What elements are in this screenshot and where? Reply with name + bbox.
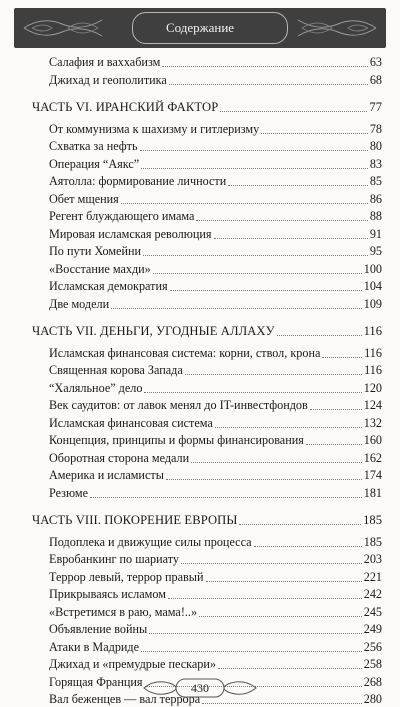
toc-entry: [32, 121, 382, 137]
toc-entry-title: От коммунизма к шахизму и гитлеризму: [49, 121, 260, 136]
toc-entry-page: 120: [363, 380, 382, 395]
toc-leader-dots: [162, 66, 368, 67]
toc-entry: [32, 604, 382, 620]
toc-entry-page: 77: [369, 100, 382, 114]
toc-entry-page: 203: [363, 552, 382, 566]
toc-entry-page: 83: [369, 156, 382, 171]
toc-entry-title: ЧАСТЬ VII. ДЕНЬГИ, УГОДНЫЕ АЛЛАХУ: [32, 324, 275, 338]
toc-entry: [32, 156, 382, 172]
toc-entry: [32, 208, 382, 224]
toc-entry-page: 116: [364, 363, 382, 377]
toc-leader-dots: [143, 255, 368, 256]
toc-leader-dots: [168, 598, 362, 599]
toc-entry-page: 181: [363, 485, 382, 500]
toc-leader-dots: [191, 462, 362, 463]
toc-entry-page: 185: [363, 513, 382, 527]
toc-leader-dots: [141, 168, 368, 169]
toc-entry-title: ЧАСТЬ VIII. ПОКОРЕНИЕ ЕВРОПЫ: [32, 513, 238, 527]
toc-entry: [32, 72, 382, 88]
toc-entry: [32, 621, 382, 637]
toc-entry-title: Горящая Франция: [49, 674, 143, 689]
toc-entry: [32, 432, 382, 448]
toc-entry: [32, 551, 382, 567]
toc-entry-page: 280: [363, 692, 382, 706]
toc-entry-title: Век саудитов: от лавок менял до IT-инвестфондов: [49, 398, 308, 412]
toc-entry-title: «Восстание махди»: [49, 261, 151, 276]
toc-leader-dots: [196, 220, 367, 221]
toc-leader-dots: [202, 703, 362, 704]
toc-entry-page: 109: [363, 296, 382, 311]
toc-entry: [32, 534, 382, 550]
toc-entry-title: Евробанкинг по шариату: [49, 552, 179, 566]
toc-entry: [32, 656, 382, 672]
toc-entry: [32, 639, 382, 655]
toc-leader-dots: [214, 238, 368, 239]
toc-entry-title: Мировая исламская революция: [49, 226, 212, 241]
toc-entry-title: Вал беженцев — вал террора: [49, 692, 201, 706]
toc-entry-title: Джихад и «премудрые пескари»: [49, 657, 217, 671]
toc-entry: [32, 278, 382, 294]
toc-entry-title: Исламская финансовая система: [49, 415, 213, 430]
toc-entry-title: «Встретимся в раю, мама!..»: [49, 604, 198, 619]
toc-entry-title: Атаки в Мадриде: [49, 639, 140, 654]
toc-entry-page: 221: [363, 569, 382, 584]
toc-entry-page: 132: [363, 415, 382, 430]
toc-entry: [32, 362, 382, 378]
toc-entry-title: Операция “Аякс”: [49, 156, 140, 171]
toc-leader-dots: [254, 546, 362, 547]
toc-leader-dots: [306, 444, 362, 445]
toc-entry: [32, 467, 382, 483]
toc-leader-dots: [140, 150, 368, 151]
toc-leader-dots: [215, 427, 362, 428]
toc-leader-dots: [90, 497, 362, 498]
toc-entry: [32, 415, 382, 431]
toc-part-heading: [32, 323, 382, 339]
toc-leader-dots: [149, 633, 362, 634]
toc-leader-dots: [199, 616, 362, 617]
toc-entry-title: Америка и исламисты: [49, 468, 164, 482]
toc-entry-page: 116: [364, 345, 382, 360]
toc-entry-page: 116: [363, 324, 382, 338]
toc-entry-title: Джихад и геополитика: [49, 72, 167, 87]
toc-entry-page: 160: [363, 433, 382, 447]
toc-entry-page: 256: [363, 639, 382, 654]
toc-leader-dots: [310, 409, 362, 410]
toc-leader-dots: [322, 357, 362, 358]
toc-leader-dots: [153, 273, 362, 274]
toc-leader-dots: [239, 524, 361, 525]
toc-entry: [32, 54, 382, 70]
toc-entry-page: 86: [369, 191, 382, 206]
ornament-right-icon: [288, 14, 378, 42]
toc-entry-title: Священная корова Запада: [49, 363, 183, 377]
toc-entry-title: Исламская демократия: [49, 279, 168, 293]
toc-entry-page: 258: [363, 657, 382, 671]
toc-entry-title: Концепция, принципы и формы финансирования: [49, 433, 304, 447]
toc-entry-page: 68: [369, 72, 382, 87]
toc-leader-dots: [261, 133, 368, 134]
toc-leader-dots: [144, 392, 361, 393]
toc-leader-dots: [121, 203, 368, 204]
toc-entry-page: 245: [363, 604, 382, 619]
toc-entry-page: 91: [369, 226, 382, 241]
toc-entry-page: 242: [363, 587, 382, 601]
toc-leader-dots: [166, 479, 362, 480]
toc-leader-dots: [111, 308, 362, 309]
toc-entry-page: 104: [363, 279, 382, 293]
toc-entry-page: 100: [363, 261, 382, 276]
toc-entry: [32, 569, 382, 585]
toc-entry-title: “Халяльное” дело: [49, 380, 143, 395]
toc-entry: [32, 586, 382, 602]
toc-entry-title: Прикрываясь исламом: [49, 587, 166, 601]
toc-entry: [32, 138, 382, 154]
toc-entry-title: Схватка за нефть: [49, 139, 138, 153]
toc-entry-page: 78: [369, 121, 382, 136]
toc-entry: [32, 397, 382, 413]
running-header: [14, 8, 386, 48]
toc-entry-page: 174: [363, 468, 382, 482]
toc-entry-page: 268: [363, 674, 382, 689]
toc-entry: [32, 243, 382, 259]
toc-entry-title: Аятолла: формирование личности: [49, 174, 227, 188]
page-number: 430: [191, 681, 209, 695]
toc-entry-title: Регент блуждающего имама: [49, 209, 195, 223]
toc-entry: [32, 173, 382, 189]
toc-entry-title: Оборотная сторона медали: [49, 450, 190, 465]
toc-part-heading: [32, 512, 382, 528]
toc-entry-title: Обет мщения: [49, 191, 119, 206]
toc-entry-page: 85: [369, 174, 382, 188]
toc-entry: [32, 191, 382, 207]
header-title: Содержание: [165, 20, 235, 35]
toc-entry-title: Резюме: [49, 485, 89, 500]
toc-entry-page: 95: [369, 244, 382, 258]
toc-entry: [32, 226, 382, 242]
toc-entry: [32, 450, 382, 466]
toc-entry-page: 249: [363, 622, 382, 636]
toc-entry-title: Террор левый, террор правый: [49, 569, 204, 584]
toc-entry-title: Две модели: [49, 296, 110, 311]
toc-entry-title: По пути Хомейни: [49, 244, 142, 258]
toc-entry-title: ЧАСТЬ VI. ИРАНСКИЙ ФАКТОР: [32, 100, 219, 114]
toc-leader-dots: [277, 335, 362, 336]
toc-leader-dots: [206, 581, 362, 582]
toc-leader-dots: [169, 84, 368, 85]
toc-entry-page: 185: [363, 534, 382, 549]
toc-leader-dots: [220, 111, 367, 112]
toc-entry-page: 162: [363, 450, 382, 465]
toc-entry-title: Подоплека и движущие силы процесса: [49, 534, 252, 549]
toc-leader-dots: [181, 563, 362, 564]
toc-entry-page: 124: [363, 398, 382, 412]
toc-entry-page: 63: [369, 55, 382, 69]
toc-entry-title: Исламская финансовая система: корни, ствол, крона: [49, 345, 321, 360]
toc-entry: [32, 345, 382, 361]
toc-leader-dots: [185, 374, 362, 375]
toc-leader-dots: [170, 290, 362, 291]
toc-leader-dots: [141, 651, 362, 652]
toc-entry: [32, 485, 382, 501]
toc-entry-page: 88: [369, 209, 382, 223]
toc-entry: [32, 261, 382, 277]
toc-entry: [32, 380, 382, 396]
toc-leader-dots: [218, 668, 362, 669]
toc-leader-dots: [228, 185, 368, 186]
toc-entry-title: Объявление войны: [49, 622, 148, 636]
toc-part-heading: [32, 99, 382, 115]
toc-entry-title: Салафия и ваххабизм: [49, 55, 161, 69]
toc-entry: [32, 296, 382, 312]
toc-entry-page: 80: [369, 139, 382, 153]
